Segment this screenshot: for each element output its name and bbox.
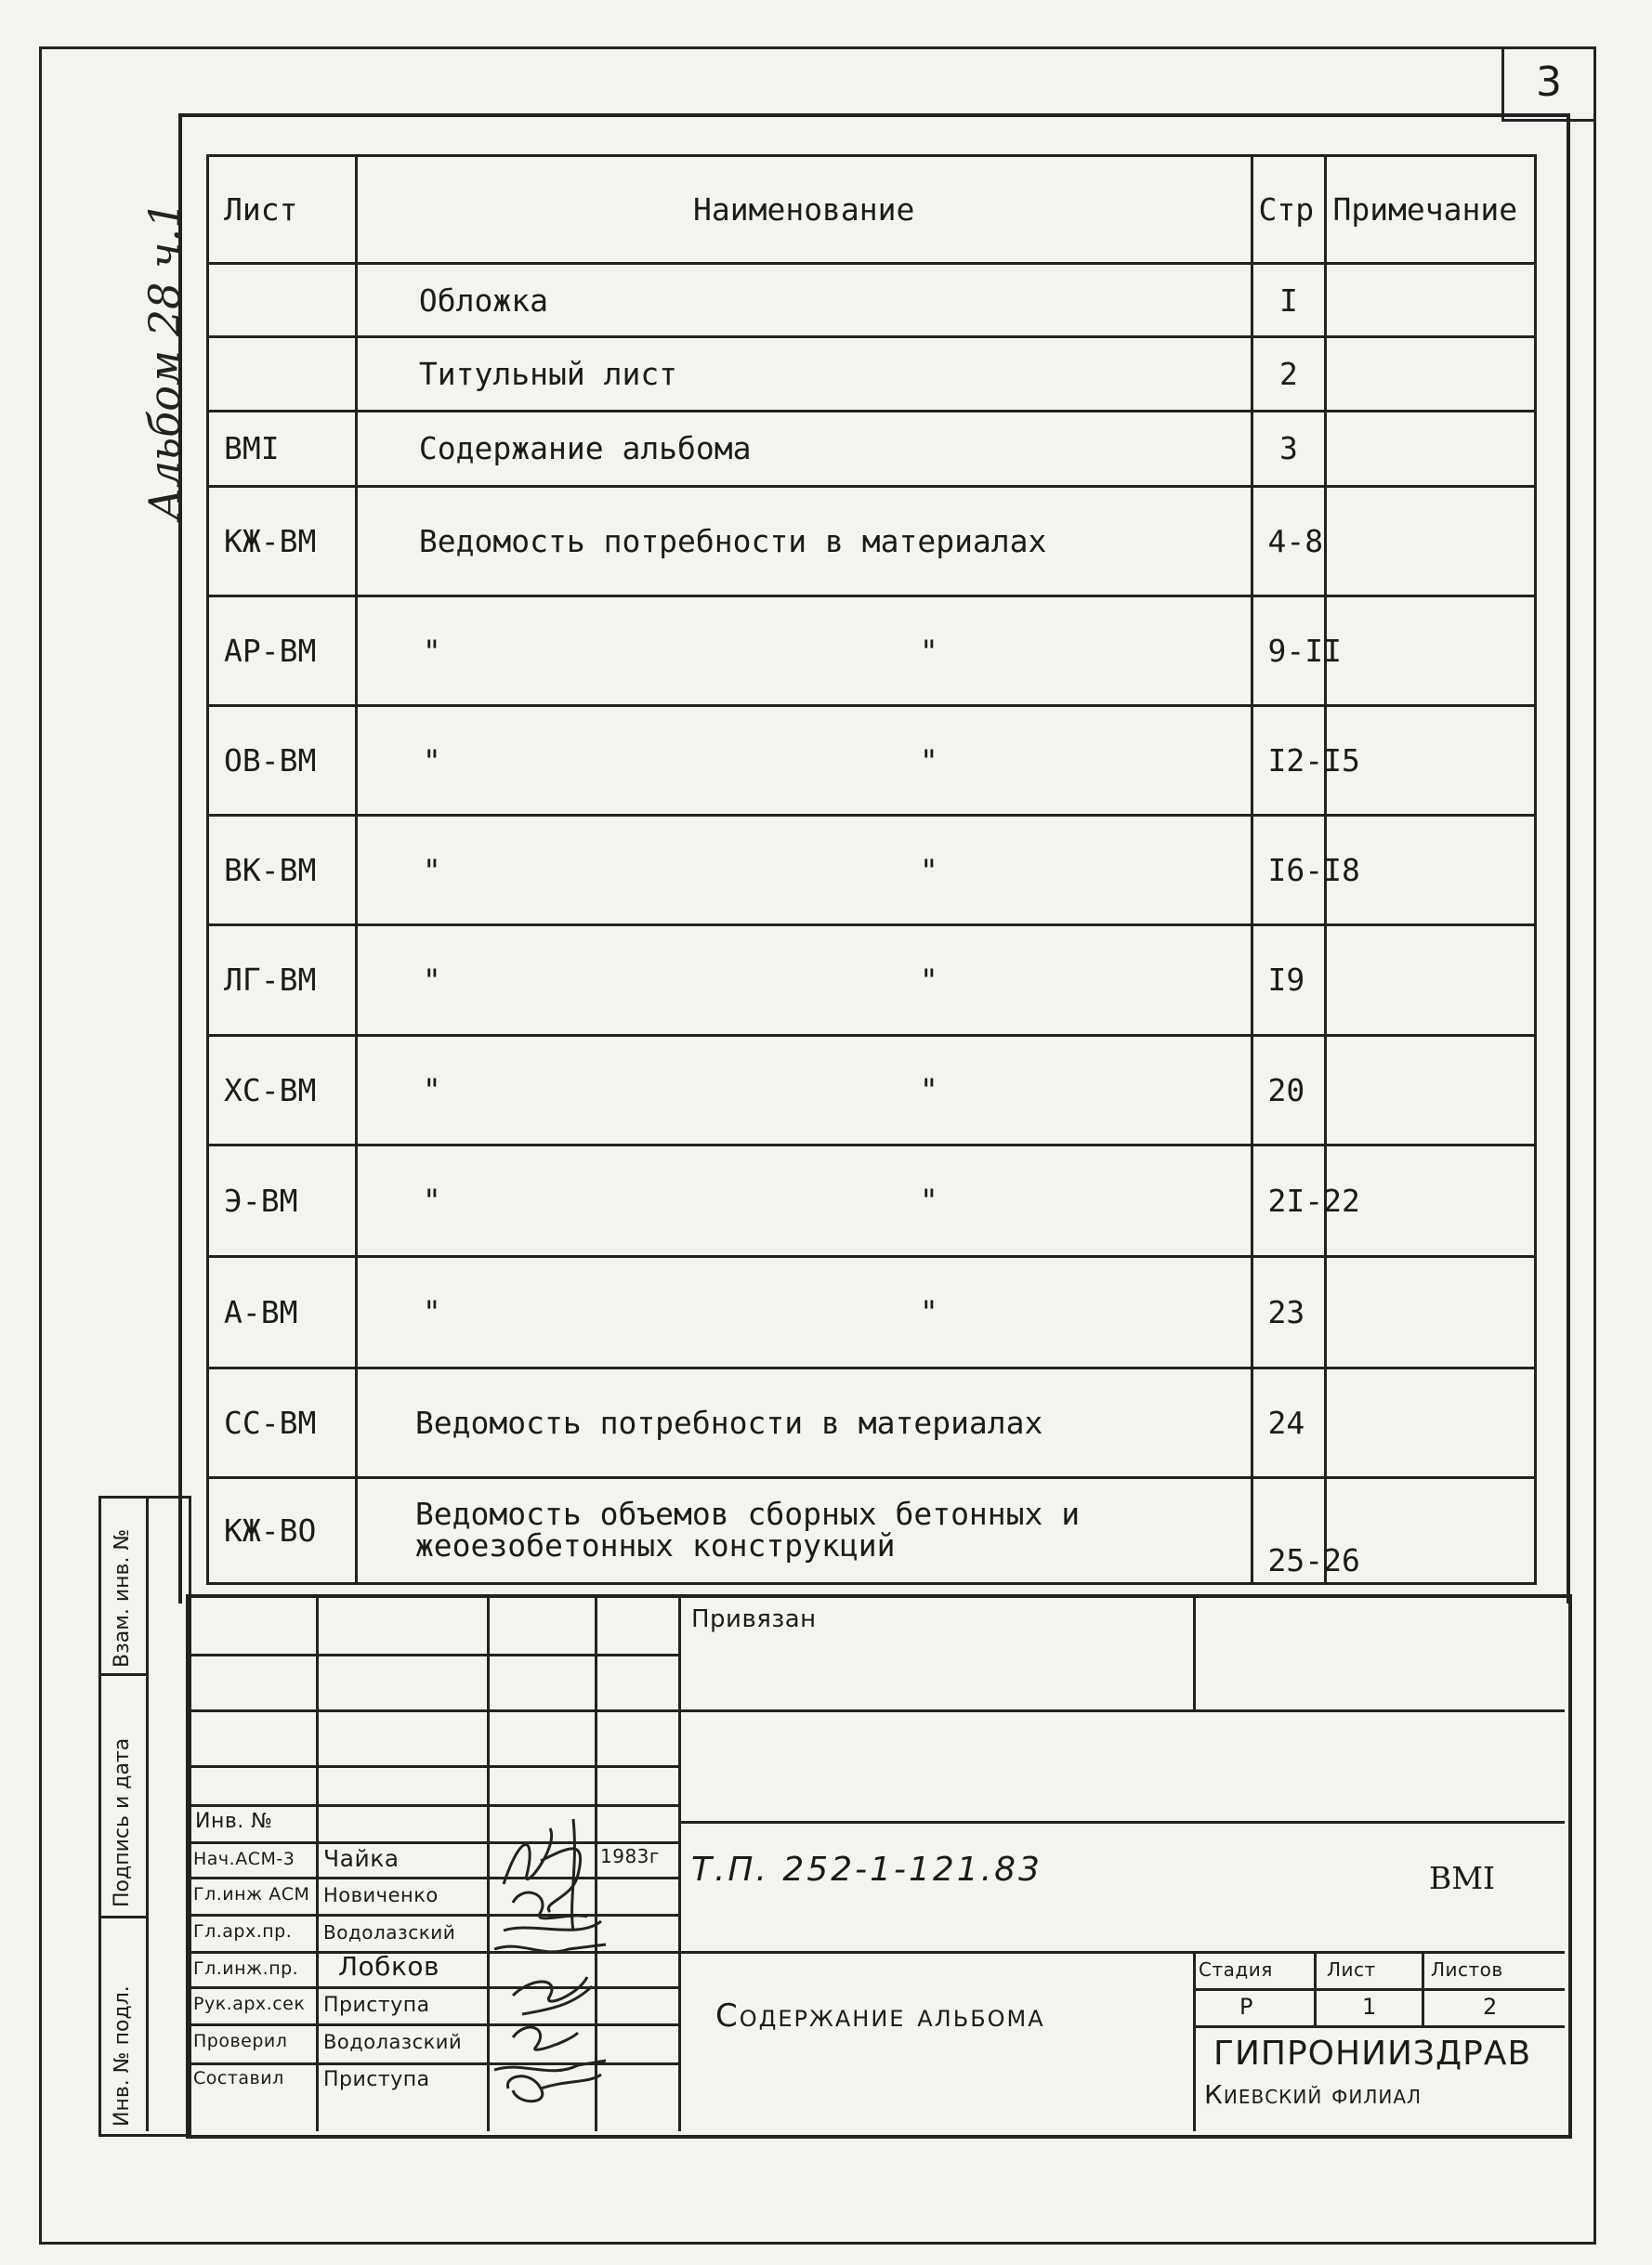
side-stamp [98,1496,191,2137]
header-page: Стр [1252,156,1326,264]
table-row [208,706,1536,816]
staff-name: Приступа [323,2068,430,2091]
row-sheet: А-ВМ [208,1256,357,1368]
row-name: Содержание альбома [356,411,1252,486]
row-sheet: ВМI [208,411,357,486]
staff-role: Гл.арх.пр. [193,1921,293,1942]
row-sheet: ХС-ВМ [208,1035,357,1145]
row-page: 3 [1252,411,1326,486]
table-row [208,264,1536,337]
table-row [208,337,1536,411]
organization-name: ГИПРОНИИЗДРАВ [1213,2035,1532,2073]
organization-branch: Киевский филиал [1204,2079,1423,2110]
stage-label: Стадия [1199,1958,1273,1981]
row-note [1326,596,1536,706]
title-block [186,1594,1572,2139]
staff-role: Проверил [193,2031,288,2051]
table-row [208,1035,1536,1145]
staff-role: Рук.арх.сек [193,1994,306,2014]
staff-role: Гл.инж АСМ [193,1884,310,1905]
row-note [1326,1256,1536,1368]
row-page: 24 [1252,1368,1326,1477]
ditto-mark: " [919,962,938,999]
row-name [356,1477,1252,1583]
staff-name: Новиченко [323,1884,439,1906]
staff-name: Лобков [338,1951,439,1982]
ditto-mark: " [422,962,441,999]
ditto-mark: " [422,742,441,779]
row-sheet: СС-ВМ [208,1368,357,1477]
row-name: Титульный лист [356,337,1252,411]
row-page: I2-I5 [1252,706,1326,816]
staff-role: Составил [193,2068,284,2088]
sheet-value: 1 [1362,1994,1377,2020]
signatures-graphic [485,1810,615,2107]
staff-name: Водолазский [323,2031,463,2053]
row-page: 25-26 [1252,1477,1326,1583]
row-sheet [208,337,357,411]
table-row [208,1368,1536,1477]
row-name-line: жеоезобетонных конструкций [414,1527,896,1565]
sheet-label: Лист [1327,1958,1376,1981]
ditto-mark: " [919,1293,938,1330]
row-note [1326,337,1536,411]
privyazan-label: Привязан [691,1605,817,1633]
signature-date-label: Подпись и дата [111,1737,134,1907]
header-name: Наименование [356,156,1252,264]
ditto-mark: " [919,1071,938,1108]
stage-value: Р [1239,1994,1253,2020]
row-page: 9-II [1252,596,1326,706]
table-row [208,411,1536,486]
project-code: Т.П. 252-1-121.83 [691,1851,1042,1889]
row-name [356,1256,1252,1368]
row-name [356,925,1252,1035]
row-page: 4-8 [1252,487,1326,596]
vzam-inv-label: Взам. инв. № [111,1528,134,1668]
staff-role: Гл.инж.пр. [193,1958,299,1979]
row-name [356,1035,1252,1145]
table-row [208,816,1536,925]
row-page: 2 [1252,337,1326,411]
row-sheet: КЖ-ВО [208,1477,357,1583]
sheets-value: 2 [1483,1994,1498,2020]
ditto-mark: " [422,1071,441,1108]
document-title: Содержание альбома [715,1997,1045,2035]
inv-no-label: Инв. № [195,1810,273,1833]
row-sheet: КЖ-ВМ [208,487,357,596]
row-name [356,706,1252,816]
row-name [356,596,1252,706]
table-row [208,1145,1536,1256]
staff-name: Приступа [323,1994,430,2017]
row-name: Обложка [356,264,1252,337]
header-sheet: Лист [208,156,357,264]
row-sheet [208,264,357,337]
ditto-mark: " [919,633,938,670]
header-note: Примечание [1326,156,1536,264]
table-header-row [208,156,1536,264]
row-note [1326,487,1536,596]
staff-name: Водолазский [323,1921,456,1944]
row-name [356,816,1252,925]
row-note [1326,1368,1536,1477]
row-name-line: Ведомость объемов сборных бетонных и [414,1496,1081,1533]
ditto-mark: " [422,633,441,670]
table-row [208,1477,1536,1583]
row-name: Ведомость потребности в материалах [356,1368,1252,1477]
row-sheet: ЛГ-ВМ [208,925,357,1035]
row-note [1326,925,1536,1035]
row-sheet: Э-ВМ [208,1145,357,1256]
row-page: 2I-22 [1252,1145,1326,1256]
album-label: Альбом 28 ч.1 [139,201,190,520]
row-note [1326,264,1536,337]
row-name [356,1145,1252,1256]
ditto-mark: " [422,852,441,889]
row-sheet: ВК-ВМ [208,816,357,925]
row-page: I9 [1252,925,1326,1035]
staff-role: Нач.АСМ-3 [193,1849,295,1869]
row-note [1326,411,1536,486]
year-value: 1983г [600,1845,660,1867]
inv-podl-label: Инв. № подл. [111,1985,134,2127]
ditto-mark: " [422,1182,441,1219]
row-sheet: АР-ВМ [208,596,357,706]
ditto-mark: " [422,1293,441,1330]
table-row [208,1256,1536,1368]
row-page: I6-I8 [1252,816,1326,925]
row-page: I [1252,264,1326,337]
ditto-mark: " [919,742,938,779]
page-number: 3 [1501,46,1593,122]
row-page: 20 [1252,1035,1326,1145]
ditto-mark: " [919,1182,938,1219]
table-row [208,596,1536,706]
row-page: 23 [1252,1256,1326,1368]
row-name: Ведомость потребности в материалах [356,487,1252,596]
row-sheet: ОВ-ВМ [208,706,357,816]
ditto-mark: " [919,852,938,889]
row-note [1326,1035,1536,1145]
staff-name: Чайка [323,1845,400,1872]
sheet-code: ВМI [1429,1860,1496,1896]
sheets-label: Листов [1431,1958,1503,1981]
table-row [208,487,1536,596]
table-row [208,925,1536,1035]
contents-table [206,154,1537,1585]
